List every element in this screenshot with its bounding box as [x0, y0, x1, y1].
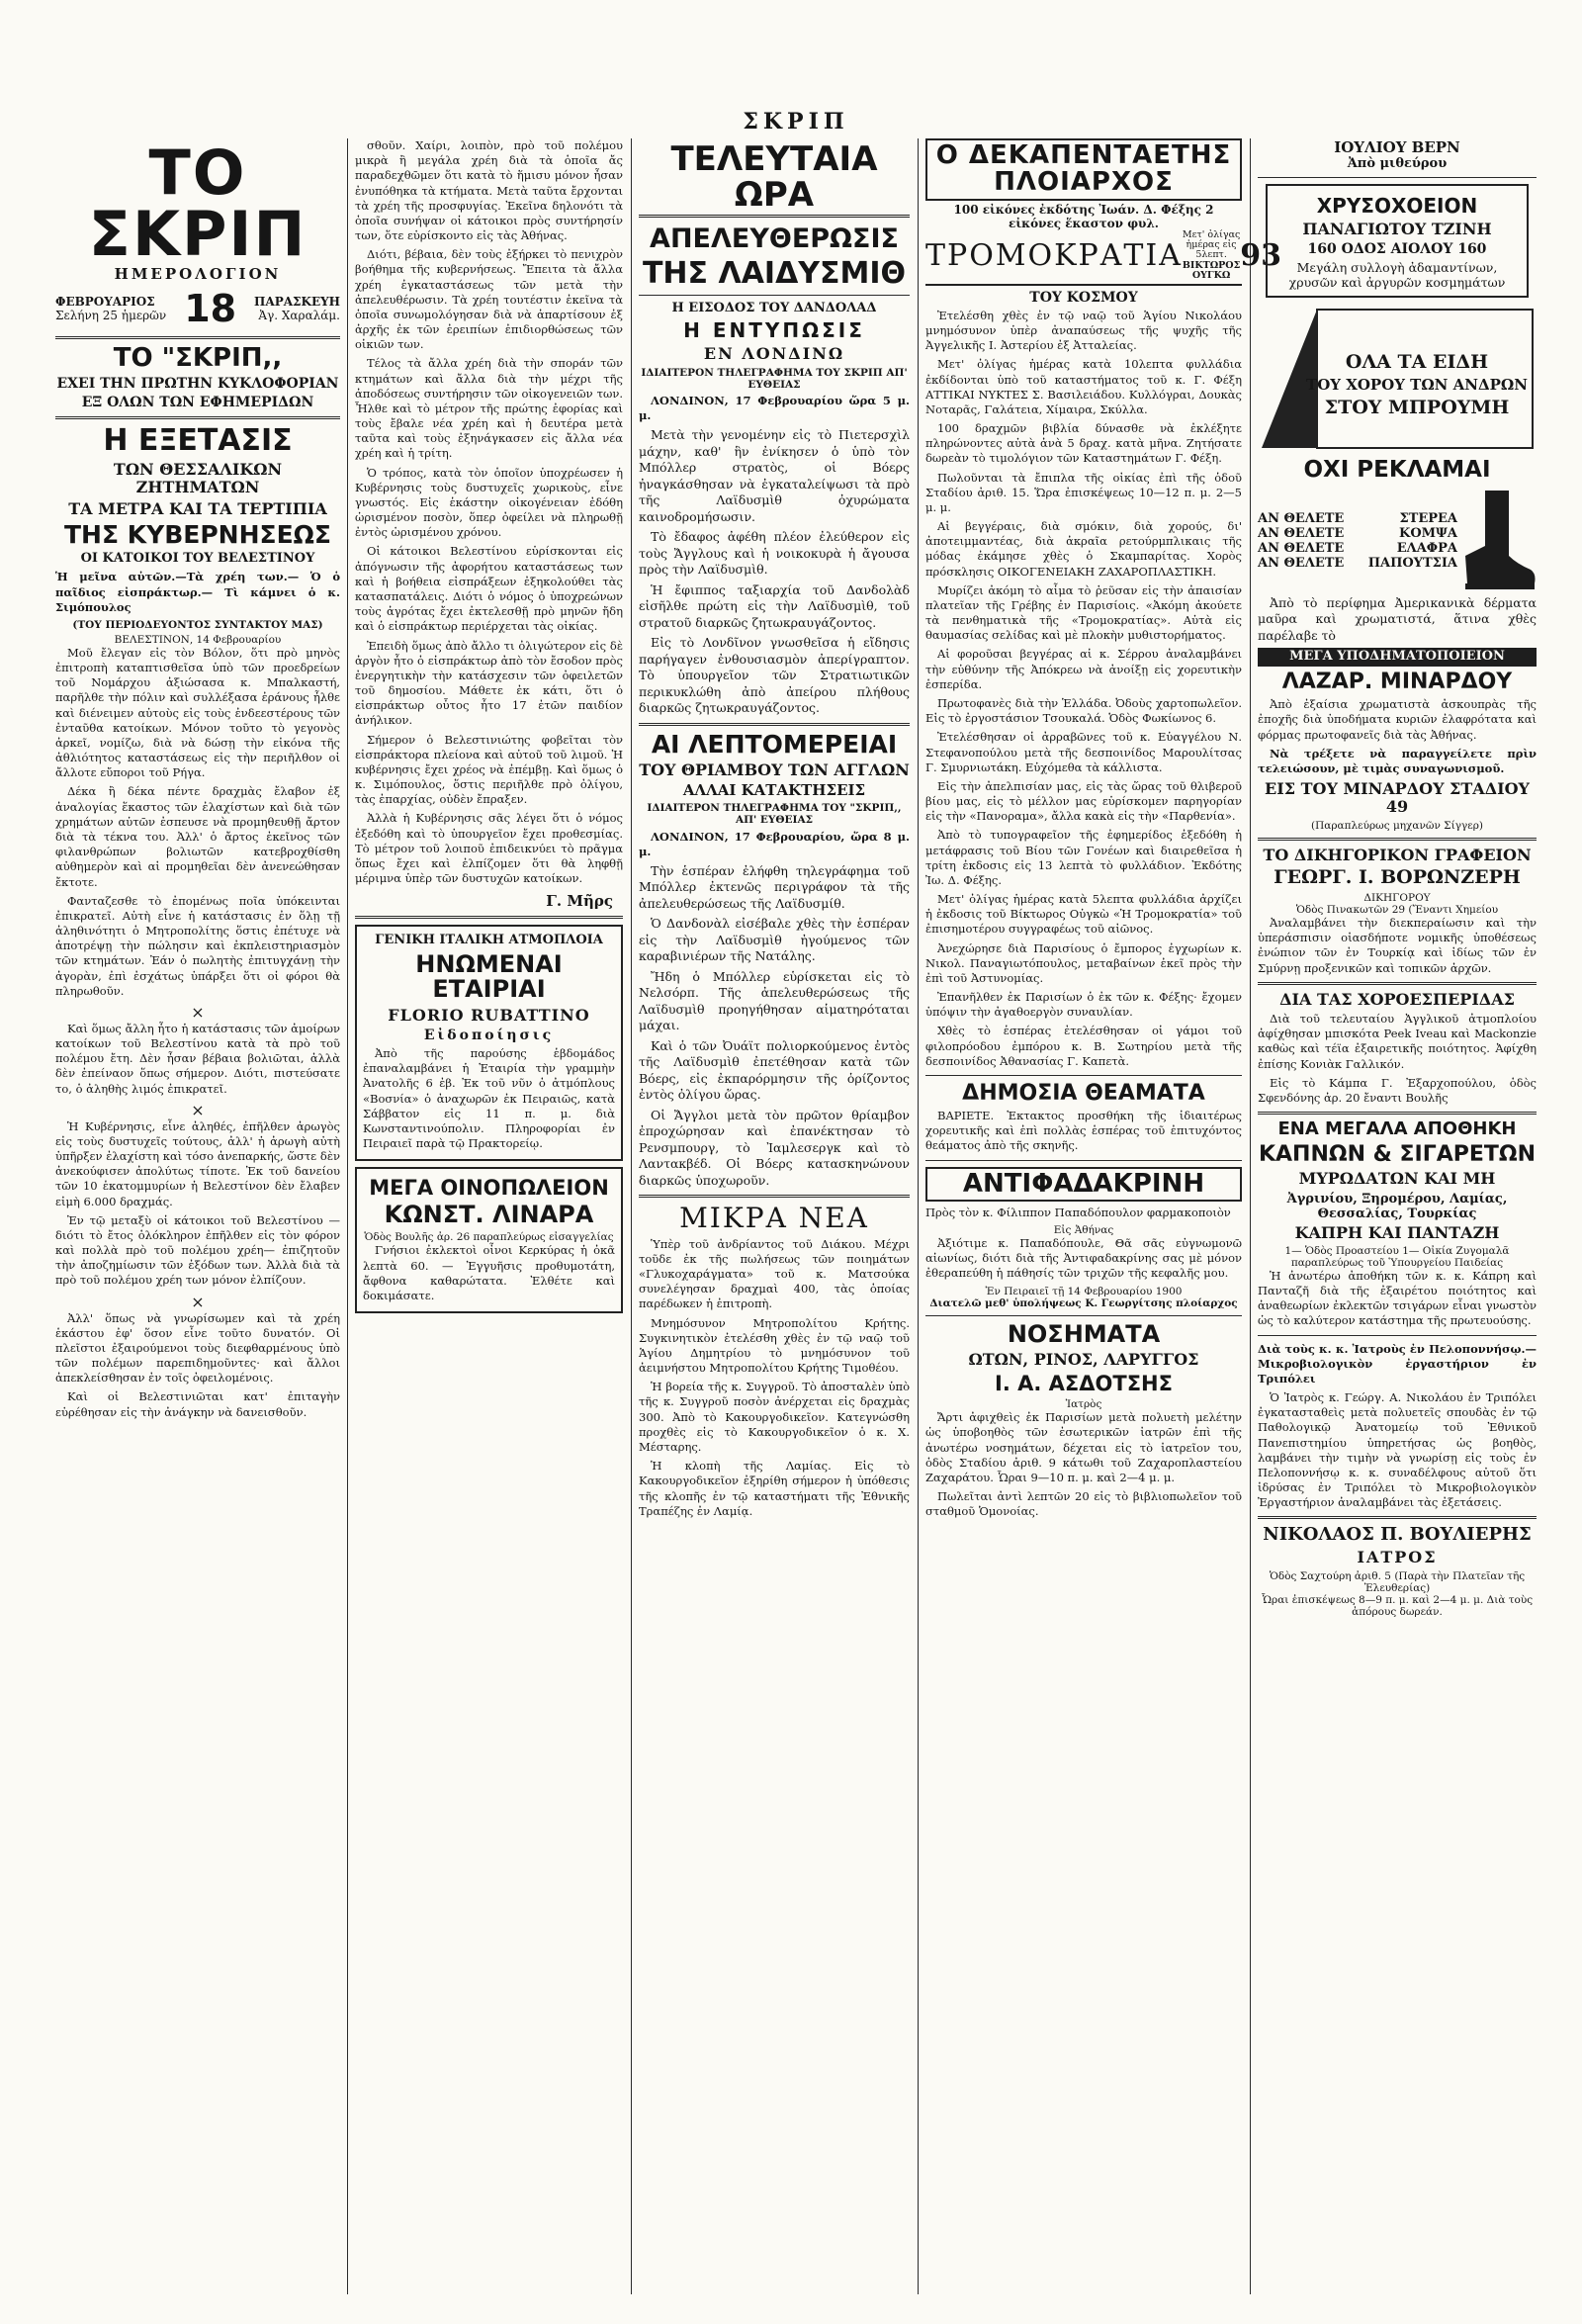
serial-title-bar [925, 228, 1282, 286]
advert-subtitle: ΩΤΩΝ, ΡΙΝΟΣ, ΛΑΡΥΓΓΟΣ [968, 1349, 1199, 1369]
advert-address: Εἰς τὸ Κάμπα Γ. Ἐξαρχοπούλου, ὁδὸς Σφενδόνης ἀρ. 20 ἔναντι Βουλῆς [1258, 1075, 1537, 1105]
article-paragraph: Καὶ ὁ τῶν Ὀυάϊτ πολιορκούμενος ἐντὸς τῆς Λαϊδυσμὶθ ἐπετέθησαν κατὰ τῶν Βόερς, εἰς ἐκπαρόρμησιν τῆς ὁρίζοντος ἐντὸς ὀλίγου ὥρας. [639, 1037, 910, 1103]
article-headline: ΤΩΝ ΘΕΣΣΑΛΙΚΩΝ ΖΗΤΗΜΑΤΩΝ [113, 459, 283, 497]
advert-title: ΜΕΓΑ ΟΙΝΟΠΩΛΕΙΟΝ [369, 1176, 609, 1201]
advert-address: 160 ΟΔΟΣ ΑΙΟΛΟΥ 160 [1307, 241, 1487, 258]
dance-wear-advert [1258, 304, 1537, 452]
boot-icon [1457, 487, 1537, 595]
advert-body: Ἡ ἀνωτέρω ἀποθήκη τῶν κ. κ. Κάπρη καὶ Πανταζῆ διὰ τῆς ἐξαιρέτου ποιότητος καὶ ἀναθεωρίων ἐκλεκτῶν τσιγάρων εἶναι γνωστὸν ὡς τὸ καλύτερον κατάστημα τῆς πρωτευούσης. [1258, 1268, 1537, 1328]
shoe-advert-row [1258, 556, 1457, 571]
section-mark: × [191, 1002, 205, 1022]
article-headline: ΤΑ ΜΕΤΡΑ ΚΑΙ ΤΑ ΤΕΡΤΙΠΙΑ [68, 498, 327, 518]
advert-title: ΓΕΝΙΚΗ ΙΤΑΛΙΚΗ ΑΤΜΟΠΛΟΙΑ [375, 933, 603, 948]
article-paragraph: Ὁ Δανδονὰλ εἰσέβαλε χθὲς τὴν ἑσπέραν εἰς τὴν Λαϊδυσμὶθ ἠγούμενος τῶν καραβινιέρων τῆς Νατάλης. [639, 916, 910, 964]
social-note: Χθὲς τὸ ἑσπέρας ἐτελέσθησαν οἱ γάμοι τοῦ φιλοπρόοδου ἐμπόρου κ. Β. Σωτηρίου μετὰ τῆς δεσποινίδος Ἀθανασίας Γ. Καπετὰ. [925, 1024, 1242, 1068]
article-paragraph: Ὁ τρόπος, κατὰ τὸν ὁποῖον ὑποχρέωσεν ἡ Κυβέρνησις τοὺς δυστυχεῖς χωρικοὺς, εἶνε γνωστός. Εἰς ἑκάστην οἰκογένειαν ἐδόθη ὡρισμένον ποσὸν, ὅπερ ὀφείλει νὰ πληρωθῇ ἐντὸς ὡρισμένου χρόνου. [355, 465, 623, 540]
advert-title: ΗΝΩΜΕΝΑΙ ΕΤΑΙΡΙΑΙ [415, 950, 563, 1004]
column-4 [920, 138, 1282, 2294]
row-left: ΑΝ ΘΕΛΕΤΕ [1258, 525, 1345, 541]
advert-hours: Ὧραι ἐπισκέψεως 8—9 π. μ. καὶ 2—4 μ. μ. Διὰ τοὺς ἀπόρους δωρεάν. [1261, 1593, 1534, 1618]
section-mark: × [191, 1100, 205, 1119]
advert-title: ΑΝΤΙΦΑΔΑΚΡΙΝΗ [925, 1167, 1242, 1202]
book-advert-title: ΙΟΥΛΙΟΥ ΒΕΡΝ [1334, 138, 1460, 156]
serial-banner-subtitle: 100 εἰκόνες ἐκδότης Ἰωάν. Δ. Φέξης 2 εἰκόνες ἕκαστον φυλ. [953, 202, 1214, 230]
advert-body: Νὰ τρέξετε νὰ παραγγείλετε πρὶν τελειώσουν, μὲ τιμὰς συναγωνισμοῦ. [1258, 746, 1537, 775]
article-paragraph: Μετὰ τὴν γενομένην εἰς τὸ Πιετερσχὶλ μάχην, καθ' ἣν ἐνίκησεν ὁ ὑπὸ τὸν Μπόλλερ στρατὸς, οἱ Βόερς ἠναγκάσθησαν νὰ ἐγκαταλείψωσι τὰ πρὸ τῆς Λαϊδυσμὶθ ὀχυρώματα καινοδρομήσωσιν. [639, 427, 910, 524]
article-paragraph: Εἰς τὸ Λονδῖνον γνωσθεῖσα ἡ εἴδησις παρήγαγεν ἐνθουσιασμὸν ἀπερίγραπτον. Τὸ ὑπουργεῖον τῶν Στρατιωτικῶν περικυκλώθη ἀπὸ ἀπείρου πλήθους διαρκῶς ζητωκραυγάζοντος. [639, 635, 910, 716]
article-paragraph: Ἡ Κυβέρνησις, εἶνε ἀληθές, ἐπῆλθεν ἀρωγὸς εἰς τοὺς δυστυχεῖς τούτους, ἀλλ' ἡ ἀρωγὴ αὐτὴ ὑπῆρξεν ἐλαχίστη καὶ τόσο ἀνεπαρκής, ὥστε δὲν ἀνεκούφισεν ἀπολύτως τίποτε. Ἐκ τοῦ δανείου τῶν 10 ἑκατομμυρίων ἡ Βελεστίνον δὲν ἔλαβεν εἰμὴ 6.000 δραχμάς. [55, 1118, 340, 1208]
row-left: ΑΝ ΘΕΛΕΤΕ [1258, 510, 1345, 526]
advert-body: Μεγάλη συλλογὴ ἀδαμαντίνων, χρυσῶν καὶ ἀργυρῶν κοσμημάτων [1288, 260, 1506, 291]
article-paragraph: Φανταζεσθε τὸ ἐπομένως ποῖα ὑπόκεινται ἐπικρατεῖ. Αὐτὴ εἶνε ἡ κατάστασις ἐν ὅλῃ τῇ ἀληθινότητι ὁ Μητροπολίτης ὅστις ἐπέτυχε νὰ ἀποτρέψῃ τὴν πώλησιν καὶ ἐκπλειστηριασμὸν τῶν κτημάτων. Ἐάν ὁ πωλητὴς ἐπιτυγχάνῃ τὴν ἀγορὰν, ἐπὶ ἐσχάτως ὑπάρξει ὅτι οἱ φόροι θὰ πληρωθοῦν. [55, 893, 340, 998]
social-note: Μετ' ὀλίγας ἡμέρας κατὰ 10λεπτα φυλλάδια ἐκδίδονται ὑπὸ τοῦ καταστήματος τοῦ κ. Γ. Φέξη ΑΤΤΙΚΑΙ ΝΥΚΤΕΣ Σ. Βασιλειάδου. Κυλλόγραι, Δουκὰς Νοταρᾶς, Γαλάτεια, Χίμαιρα, Σκύλλα. [925, 357, 1242, 416]
advert-body: Διὰ τοῦ τελευταίου Ἀγγλικοῦ ἀτμοπλοίου ἀφίχθησαν μπισκότα Peek Iveau καὶ Mackonzie καθὼς καὶ τέϊα ἐξαιρετικῆς ποιότητος. Ἀφίχθη ἐπίσης Κονιὰκ Γαλλικόν. [1258, 1012, 1537, 1071]
serial-author: ΒΙΚΤΩΡΟΣ ΟΥΓΚΩ [1182, 259, 1241, 282]
social-note: Μετ' ὀλίγας ἡμέρας κατὰ 5λεπτα φυλλάδια ἀρχίζει ἡ ἐκδοσις τοῦ Βίκτωρος Οὐγκὼ «Ἡ Τρομοκρατία» τοῦ ἐπισημοτέρου συγγραφέως τοῦ αἰῶνος. [925, 892, 1242, 937]
advert-subtitle: ΜΥΡΩΔΑΤΩΝ ΚΑΙ ΜΗ [1298, 1169, 1496, 1189]
article-subheadline: Η ΕΝΤΥΠΩΣΙΣ [683, 318, 865, 343]
advert-title: ΤΟΥ ΧΟΡΟΥ ΤΩΝ ΑΝΔΡΩΝ [1306, 376, 1528, 395]
article-paragraph: Ἤδη ὁ Μπόλλερ εὑρίσκεται εἰς τὸ Νελσόρπ. Τῆς ἀπελευθερώσεως τῆς Λαϊδυσμὶθ προηγήθησαν αἱματηρόταται μάχαι. [639, 968, 910, 1033]
row-right: ΚΟΜΨΑ [1399, 525, 1457, 541]
shoe-advert-row [1258, 526, 1457, 541]
article-paragraph: Ἀλλὰ ἡ Κυβέρνησις σᾶς λέγει ὅτι ὁ νόμος ἐξεδόθη καὶ τὸ ὑπουργεῖον ἔχει προθεσμίας. Τὸ μέτρον τοῦ λοιποῦ ἐπιδεικνύει τὸ πρᾶγμα ὅπως ἔχει καὶ ἐλπίζομεν ὅτι θὰ ληφθῇ μέριμνα ὑπὲρ τῶν δυστυχῶν κατοίκων. [355, 811, 623, 886]
advert-list: Ἀγρινίου, Ξηρομέρου, Λαμίας, Θεσσαλίας, Τουρκίας [1286, 1191, 1508, 1221]
advert-title: ΟΛΑ ΤΑ ΕΙΔΗ [1345, 351, 1489, 374]
column-rule [347, 138, 348, 2294]
article-paragraph: Τὴν ἑσπέραν ἐλήφθη τηλεγράφημα τοῦ Μπόλλερ ἐκτενῶς περιγράφον τὰ τῆς ἀπελευθερώσεως τῆς Λαϊδυσμίθ. [639, 862, 910, 911]
lawyer-name: ΓΕΩΡΓ. Ι. ΒΟΡΩΝΖΕΡΗ [1274, 866, 1521, 889]
article-paragraph: Ἐπειδὴ ὅμως ἀπὸ ἄλλο τι ὀλιγώτερον εἰς δὲ ἀργὸν ἦτο ὁ εἰσπράκτωρ ἀπὸ τὸν ἔσοδον πρὸς ἐνεργητικὴν τὴν κατάσχεσιν τῶν ὀφειλετῶν τοῦ δημοσίου. Μάθετε ἐκ κάτι, ὅτι ὁ εἰσπράκτωρ οὗτος ἦτο 17 ἐτῶν παιδίον ἀνήλικον. [355, 638, 623, 728]
jeweller-advert [1266, 184, 1529, 298]
advert-address: ΕΙΣ ΤΟΥ ΜΙΝΑΡΔΟΥ ΣΤΑΔΙΟΥ 49 [1265, 779, 1530, 817]
shoe-advert-rows [1258, 487, 1537, 595]
serial-title: ΤΡΟΜΟΚΡΑΤΙΑ [925, 238, 1183, 274]
article-subheadline: ΟΙ ΚΑΤΟΙΚΟΙ ΤΟΥ ΒΕΛΕΣΤΙΝΟΥ [80, 551, 315, 567]
newspaper-page [49, 109, 1542, 2299]
column-3 [633, 138, 916, 2294]
serial-release-note: Μετ' ὀλίγας ἡμέρας εἰς 5λεπτ. [1182, 228, 1241, 261]
advert-address: Ὁδὸς Βουλῆς ἀρ. 26 παραπλεύρως εἰσαγγελίας [364, 1231, 614, 1244]
masthead-name: ΣΚΡΙΠ [743, 109, 849, 134]
social-note: Πωλοῦνται τὰ ἔπιπλα τῆς οἰκίας ἐπὶ τῆς ὁδοῦ Σταδίου ἀριθ. 15. Ὥρα ἐπισκέψεως 10—12 π. μ. 2—5 μ. μ. [925, 470, 1242, 514]
moon-phase: Σελήνη 25 ἡμερῶν [55, 309, 167, 322]
article-headline: ΤΟΥ ΘΡΙΑΜΒΟΥ ΤΩΝ ΑΓΓΛΩΝ [639, 760, 910, 779]
telegram-source: ΙΔΙΑΙΤΕΡΟΝ ΤΗΛΕΓΡΑΦΗΜΑ ΤΟΥ "ΣΚΡΙΠ,, ΑΠ' ΕΥΘΕΙΑΣ [647, 802, 902, 827]
column-rule [1250, 138, 1251, 2294]
row-left: ΑΝ ΘΕΛΕΤΕ [1258, 555, 1345, 571]
serial-note [1183, 230, 1240, 282]
news-brief: Ἡ κλοπὴ τῆς Λαμίας. Εἰς τὸ Κακουργοδικεῖον ἐξηρίθη σήμερον ἡ ὑπόθεσις τῆς κλοπῆς ἐν τῷ καταστήματι τῆς Ἐθνικῆς Τραπέζης ἐν Λαμίᾳ. [639, 1459, 910, 1518]
latest-news-banner: ΤΕΛΕΥΤΑΙΑ ΩΡΑ [639, 142, 910, 218]
news-brief: Μνημόσυνον Μητροπολίτου Κρήτης. Συγκινητικὸν ἐτελέσθη χθὲς ἐν τῷ ναῷ τοῦ Ἁγίου Δημητρίου τὸ μνημόσυνον τοῦ ἀειμνήστου Μητροπολίτου Κρήτης Τιμοθέου. [639, 1315, 910, 1376]
social-note: Ἐπανῆλθεν ἐκ Παρισίων ὁ ἐκ τῶν κ. Φέξης· ἔχομεν ὑπόψιν τὴν ἀγαθοεργὸν συναυλίαν. [925, 990, 1242, 1020]
advert-notice: Εἰδοποίησις [423, 1027, 555, 1043]
day-number: 18 [184, 287, 237, 330]
article-paragraph: Καὶ ὅμως ἄλλη ἦτο ἡ κατάστασις τῶν ἀμοίρων κατοίκων τοῦ Βελεστίνου κατὰ τὰ πρὸ τοῦ πολέμου ἔτη. Δὲν ἦσαν βέβαια βολιῶται, ἀλλὰ δὲν ἐπείναον ὅπως σήμερον. Διότι, πιστεύσατε το, ὁ ἀληθὴς λιμός ἐπικρατεῖ. [55, 1021, 340, 1096]
article-byline: (ΤΟΥ ΠΕΡΙΟΔΕΥΟΝΤΟΣ ΣΥΝΤΑΚΤΟΥ ΜΑΣ) [72, 618, 323, 631]
shop-name: ΛΑΖΑΡ. ΜΙΝΑΡΔΟΥ [1281, 670, 1513, 695]
letter-recipient: Πρὸς τὸν κ. Φίλιππον Παπαδόπουλον φαρμακοποιὸν [925, 1205, 1231, 1219]
advert-address: Ὁδὸς Πινακωτῶν 29 (Ἔναντι Χημείου [1295, 904, 1499, 917]
article-paragraph: σθοῦν. Χαίρι, λοιπὸν, πρὸ τοῦ πολέμου μικρὰ ἢ μεγάλα χρέη διὰ τὰ ὁποῖα ἄς παραδεχθῶμεν ὅτι κατὰ τὸ ἥμισυ μόνον ἦσαν ἐνυπόθηκα τὰ κτήματα. Μετὰ ταῦτα ἔρχονται τὰ χρέη τῆς προσφυγίας. Ἐκεῖνα δηλονότι τὰ ὁποῖα συνήψαν οἱ κάτοικοι πρὸς συντήρησίν των, ὅτε εὑρίσκοντο εἰς τὰς Ἀθήνας. [355, 138, 623, 243]
advert-title: ΝΟΣΗΜΑΤΑ [1007, 1319, 1161, 1348]
advert-title: ΔΙΑ ΤΑΣ ΧΟΡΟΕΣΠΕΡΙΔΑΣ [1279, 989, 1515, 1009]
article-paragraph: Μοῦ ἔλεγαν εἰς τὸν Βόλον, ὅτι πρὸ μηνὸς ἐπιτροπὴ καταπτισθεῖσα ὑπὸ τῶν προεδρείων τοῦ Νομάρχου ἀξιώσασα κ. Μπαλκαστή, παρῆλθε τὴν πόλιν καὶ συλλέξασα ἐράνους ἦλθε καὶ διένειμεν αὐτοὺς εἰς τοὺς ἐνδεεστέρους τῶν ἐνταῦθα κατοίκων. Μόνον τοῦτο τὸ γεγονὸς ἀρκεῖ, νομίζω, διὰ νὰ δώσῃ τὴν εἰκόνα τῆς ἀθλιότητος καταστάσεως εἰς τὴν περιῆλθον οἱ ἄλλοτε εὔποροι τοῦ Ρήγα. [55, 645, 340, 780]
article-signature: Γ. Μῆρς [546, 892, 613, 911]
column-2 [349, 138, 629, 2294]
weekday: ΠΑΡΑΣΚΕΥΗ [254, 295, 340, 309]
advert-body: Ἀπὸ τῆς παρούσης ἑβδομάδος ἐπαναλαμβάνει ἡ Ἑταιρία τὴν γραμμὴν Ἀνατολῆς 6 ἐβ. Ἐκ τοῦ νῦν ὁ ἀτμόπλους «Βοσνία» ὁ ἀναχωρῶν ἐκ Πειραιῶς, κατὰ Σάββατον εἰς 11 π. μ. διὰ Κωνσταντινούπολιν. Πληροφορίαι ἐν Πειραιεῖ παρὰ τῷ Πρακτορείῳ. [363, 1046, 615, 1151]
advert-body: Ἄρτι ἀφιχθεὶς ἐκ Παρισίων μετὰ πολυετὴ μελέτην ὡς ὑποβοηθὸς τῶν ἐσωτερικῶν ἰατρῶν ἐπὶ τῆς ἀνωτέρω νοσημάτων, δέχεται εἰς τὸ ἰατρεῖον του, ὁδὸς Σταδίου ἀριθ. 9 κάτωθι τοῦ Ζαχαροπλαστείου Ζαχαράτου. Ὧραι 9—10 π. μ. καὶ 2—4 μ. μ. [925, 1410, 1242, 1484]
footer-note: Πωλεῖται ἀντὶ λεπτῶν 20 εἰς τὸ βιβλιοπωλεῖον τοῦ σταθμοῦ Ὁμονοίας. [925, 1489, 1242, 1519]
wine-shop-advert [355, 1167, 623, 1313]
social-note: 100 δραχμῶν βιβλία δύνασθε νὰ ἐκλέξητε πληρώνοντες αὐτὰ ἀνὰ 5 δραχ. κατὰ μῆνα. Ζητήσατε δωρεὰν τὸ τιμολόγιον τῶν Καταστημάτων Γ. Φέξη. [925, 421, 1242, 466]
article-paragraph: Ἀλλ' ὅπως νὰ γνωρίσωμεν καὶ τὰ χρέη ἑκάστου ἐφ' ὅσον εἶνε τοῦτο δυνατόν. Οἱ πλεῖστοι ἐξαιρούμενοι τοὺς διεφθαρμένους ὑπὸ τῶν πολέμων παρεπιδημοῦντες· καὶ ἄλλοι ἀπεκλείσθησαν ἐν τοῖς ὀφειλομένοις. [55, 1310, 340, 1385]
shoe-advert-row [1258, 511, 1457, 526]
article-headline: ΤΗΣ ΚΥΒΕΡΝΗΣΕΩΣ [63, 520, 332, 550]
row-right: ΠΑΠΟΥΤΣΙΑ [1367, 555, 1457, 571]
article-subheadline: ΑΛΛΑΙ ΚΑΤΑΚΤΗΣΕΙΣ [682, 781, 866, 800]
advert-name: ΠΑΝΑΓΙΩΤΟΥ ΤΖΙΝΗ [1302, 220, 1492, 238]
month: ΦΕΒΡΟΥΑΡΙΟΣ [55, 295, 155, 309]
social-note: Ἀνεχώρησε διὰ Παρισίους ὁ ἔμπορος ἐγχωρίων κ. Νικολ. Παναγιωτόπουλος, μεταβαίνων ἐκεῖ πρὸς τὴν ἐπὶ τοῦ Ἀστυνομίας. [925, 940, 1242, 985]
doctor-name: Ι. Α. ΑΣΔΟΤΣΗΣ [995, 1372, 1173, 1396]
article-subheadline: ΕΝ ΛΟΝΔΙΝΩ [703, 344, 845, 364]
article-subheadline: Η ΕΙΣΟΔΟΣ ΤΟΥ ΔΑΝΔΟΛΑΔ [671, 301, 877, 316]
article-paragraph: Σήμερον ὁ Βελεστινιώτης φοβεῖται τὸν εἰσπράκτορα πλείονα καὶ αὐτοῦ τοῦ λιμοῦ. Ἡ κυβέρνησις ἔχει χρέος νὰ ἐπέμβῃ. Καὶ ὅμως ὁ κ. Σιμόπουλος, ὅστις περιῆλθε πρὸ ὀλίγου, τὰς ἐπαρχίας, οὐδὲν ἔπραξεν. [355, 732, 623, 807]
article-paragraph: Οἱ κάτοικοι Βελεστίνου εὑρίσκονται εἰς ἀπόγνωσιν τῆς ἀφορήτου καταστάσεως των καὶ ἡ βοήθεια εἰσπράξεων ἐξηκολούθει τὰς κατασπατάλεις. Διότι ὁ νόμος ὁ ὑποχρεώνων τοὺς ἀγρότας ἔχει ἐκτελεσθῇ πρὸ μηνῶν ἤδη καὶ ὁ εἰσπράκτωρ περιέρχεται τὰς οἰκίας. [355, 544, 623, 634]
news-brief-headline: ΜΙΚΡΑ ΝΕΑ [679, 1202, 869, 1235]
social-note: Ἐτελέσθησαν οἱ ἀρραβῶνες τοῦ κ. Εὐαγγέλου Ν. Στεφανοπούλου μετὰ τῆς δεσποινίδος Μαρουλίτσας Γ. Σμυρνιωτάκη. Εὐχόμεθα τὰ κάλλιστα. [925, 730, 1242, 774]
circulation-claim-line: ΕΧΕΙ ΤΗΝ ΠΡΩΤΗΝ ΚΥΚΛΟΦΟΡΙΑΝ [56, 376, 339, 393]
advert-title: ΚΩΝΣΤ. ΛΙΝΑΡΑ [384, 1201, 594, 1229]
advert-title: ΧΡΥΣΟΧΟΕΙΟΝ [1316, 194, 1478, 218]
social-note: Αἱ φοροῦσαι βεγγέρας αἱ κ. Σέρρου ἀναλαμβάνει τὴν εὐθύνην τῆς Ἀπόκρεω νὰ ἀνοίξῃ εἰς χορευτικὴν ἑσπερίδα. [925, 647, 1242, 691]
row-left: ΑΝ ΘΕΛΕΤΕ [1258, 540, 1345, 556]
letter-body: Ἀξιότιμε κ. Παπαδόπουλε, Θᾶ σᾶς εὐγνωμονῶ αἰωνίως, διότι διὰ τῆς Ἀντιφαδακρίνης σας μὲ μόνον ἐθεραπεύθη ἡ πάθησίς τῶν τριχῶν τῆς κεφαλῆς μου. [925, 1236, 1242, 1281]
column-rule [631, 138, 632, 2294]
shipping-advert [355, 925, 623, 1161]
logo-subtitle: ΗΜΕΡΟΛΟΓΙΟΝ [114, 265, 282, 283]
advert-title: Διὰ τοὺς κ. κ. Ἰατροὺς ἐν Πελοποννήσῳ.— Μικροβιολογικὸν ἐργαστήριον ἐν Τριπόλει [1258, 1341, 1537, 1385]
article-paragraph: Δέκα ἢ δέκα πέντε δραχμὰς ἔλαβον ἐξ ἀναλογίας ἕκαστος τῶν ἐλαχίστων καὶ διὰ τῶν χρημάτων αὐτῶν ἐσπευσε νὰ προμηθευθῇ ἄρτον διὰ τὰ τέκνα του. Ἀλλ' ὁ ἄρτος ἐκεῖνος τῶν φιλανθρώπων βολιωτῶν κατεβροχθίσθη αὐθημερὸν καὶ αἱ προμηθεῖαι δὲν ἀνενεώθησαν ἔκτοτε. [55, 784, 340, 889]
advert-title: ΕΝΑ ΜΕΓΑΛΑ ΑΠΟΘΗΚΗ [1277, 1118, 1517, 1140]
serial-number: 93 [1240, 238, 1282, 274]
row-right: ΕΛΑΦΡΑ [1396, 540, 1457, 556]
article-paragraph: Ἡ ἔφιππος ταξιαρχία τοῦ Δανδολὰδ εἰσῆλθε πρώτη εἰς τὴν Λαϊδυσμὶθ, τοῦ στρατοῦ διαρκῶς ζητωκραυγάζοντος. [639, 581, 910, 630]
column-1 [49, 138, 346, 2294]
article-paragraph: Διότι, βέβαια, δὲν τοὺς ἐξήρκει τὸ πενιχρὸν βοήθημα τῆς κυβερνήσεως. Ἔπειτα τὰ ἄλλα χρέη ἐγκαταστάσεως τῶν μετὰ τὴν ἀπελευθέρωσιν. Τὰ χρέη τουτέστιν ἐκεῖνα τὰ ὁποῖα συνωμολόγησαν διὰ νὰ ἀπαρτίσουν ἐξ ἀρχῆς ἐκ τῶν ἐρειπίων ἐπιδιορθώσεως τῶν οἰκιῶν των. [355, 247, 623, 352]
saint-day: Ἀγ. Χαραλάμ. [258, 309, 340, 322]
advert-title: ΚΑΠΝΩΝ & ΣΙΓΑΡΕΤΩΝ [1258, 1142, 1537, 1168]
news-brief: Ἡ βορεία τῆς κ. Συγγροῦ. Τὸ ἀποσταλὲν ὑπὸ τῆς κ. Συγγροῦ ποσὸν ἀνέρχεται εἰς δραχμὰς 300. Ἀπὸ τὸ Κακουργοδικεῖον. Κατεγνώσθη προχθὲς εἰς τὸ Κακουργοδικεῖον ὁ κ. Χ. Μέσταρης. [639, 1380, 910, 1454]
letter-city: Εἰς Ἀθήνας [1053, 1224, 1114, 1237]
advert-address: Ὁδὸς Σαχτούρη ἀριθ. 5 (Παρὰ τὴν Πλατεῖαν τῆς Ἐλευθερίας) [1269, 1569, 1526, 1594]
article-paragraph: Οἱ Ἄγγλοι μετὰ τὸν πρῶτον θρίαμβον ἐπροχώρησαν καὶ ἐπανέκτησαν τὸ Ρενσμπουργ, τὸ Ἰαμλεσεργκ καὶ τὸ Λαντακβέδ. Οἱ Βόερς κατασκηνώνουν διαρκῶς ὑποχωροῦν. [639, 1107, 910, 1188]
advert-title: ΤΟ ΔΙΚΗΓΟΡΙΚΟΝ ΓΡΑΦΕΙΟΝ [1263, 845, 1532, 864]
advert-body: Ὁ Ἰατρὸς κ. Γεώργ. Α. Νικολάου ἐν Τριπόλει ἐγκατασταθεὶς μετὰ πολυετεῖς σπουδὰς ἐν τῷ Παθολογικῷ Ἀνατομείῳ τοῦ Ἐθνικοῦ Πανεπιστημίου ὑπηρετήσας ὡς βοηθὸς, λαμβάνει τὴν τιμὴν νὰ γνωρίσῃ εἰς τοὺς ἐν Πελοποννήσῳ κ. κ. συναδέλφους αὐτοῦ ὅτι ἱδρύσας ἐν Τριπόλει τὸ Μικροβιολογικὸν Ἐργαστήριον ἀναλαμβάνει τὰς ἐξετάσεις. [1258, 1390, 1537, 1510]
shoe-advert-row [1258, 541, 1457, 556]
advert-title: ΜΕΓΑ ΥΠΟΔΗΜΑΤΟΠΟΙΕΙΟΝ [1258, 648, 1537, 667]
doctor-name: ΝΙΚΟΛΑΟΣ Π. ΒΟΥΛΙΕΡΗΣ [1263, 1524, 1532, 1546]
article-dateline: ΒΕΛΕΣΤΙΝΟΝ, 14 Φεβρουαρίου [114, 633, 282, 646]
book-advert-subtitle: Ἀπὸ μιθεύρου [1347, 156, 1448, 171]
news-brief: Ὑπὲρ τοῦ ἀνδρίαντος τοῦ Διάκου. Μέχρι τοῦδε ἐκ τῆς πωλήσεως τῶν ποιημάτων «Γλυκοχαράγματα» τοῦ κ. Ματσούκα συνελέγησαν δραχμαὶ 400, τὰς ὁποίας παρέδωκεν ἡ ἐπιτροπὴ. [639, 1236, 910, 1311]
article-paragraph: Καὶ οἱ Βελεστινιῶται κατ' ἐπιταγὴν εὑρέθησαν εἰς τὴν ἀνάγκην νὰ δανεισθοῦν. [55, 1389, 340, 1419]
letter-signature: Διατελῶ μεθ' ὑπολήψεως Κ. Γεωργίτσης πλοίαρχος [929, 1296, 1238, 1309]
social-note: Πρωτοφανὲς διὰ τὴν Ἑλλάδα. Ὀδοὺς χαρτοπωλεῖον. Εἰς τὸ ἐργοστάσιον Τσουκαλά. Ὁδὸς Φωκίωνος 6. [925, 696, 1242, 726]
article-headline: ΤΗΣ ΛΑΙΔΥΣΜΙΘ [642, 255, 907, 291]
advert-body: Ἀπὸ ἐξαίσια χρωματιστὰ ἀσκουπρὰς τῆς ἐποχῆς διὰ ὑποδήματα κυριῶν ἐλαφρότατα καὶ φόρμας πρωτοφανεῖς διὰ τὰς Ἀθήνας. [1258, 697, 1537, 742]
advert-title: ΣΤΟΥ ΜΠΡΟΥΜΗ [1324, 396, 1510, 418]
article-headline: ΑΠΕΛΕΥΘΕΡΩΣΙΣ [650, 223, 899, 255]
column-5 [1252, 138, 1542, 2294]
theatre-notice: ΒΑΡΙΕΤΕ. Ἑκτακτος προσθήκη τῆς ἰδιαιτέρως χορευτικῆς καὶ ἐπὶ πολλὰς ἑσπέρας τοῦ ἐπιτυχόντος θεάματος ἀπὸ τῆς σκηνῆς. [925, 1109, 1242, 1153]
doctor-title: Ἰατρὸς [1065, 1398, 1102, 1411]
article-headline: ΑΙ ΛΕΠΤΟΜΕΡΕΙΑΙ [651, 729, 898, 759]
advert-body: Ἀναλαμβάνει τὴν διεκπεραίωσιν καὶ τὴν ὑπεράσπισιν οἱασδήποτε νομικῆς ὑποθέσεως ἐνώπιον τῶν ἐν Τουρκίᾳ καὶ ἰδίως τῶν ἐν Σμύρνῃ προξενικῶν καὶ τοπικῶν ἀρχῶν. [1258, 916, 1537, 975]
article-paragraph: Ἐν τῷ μεταξὺ οἱ κάτοικοι τοῦ Βελεστίνου —διότι τὸ ἔτος ὁλόκληρον ἐπῆλθεν εἰς τὸν φόρον καὶ πολλὰ πρὸ τοῦ πολέμου χρέη— ἐπιζητοῦν τὴν ἀποζημίωσιν τῶν ἐξόδων των. Ἀλλὰ διὰ τὰ πρὸ τοῦ πολέμου χρέη των μόνον ἐλπίζουν. [55, 1212, 340, 1288]
section-title: ΔΗΜΟΣΙΑ ΘΕΑΜΑΤΑ [962, 1080, 1205, 1106]
section-title: ΤΟΥ ΚΟΣΜΟΥ [1029, 289, 1138, 306]
advert-company: FLORIO RUBATTINO [388, 1005, 590, 1025]
section-mark: × [191, 1292, 205, 1311]
advert-body: Ἀπὸ τὸ περίφημα Ἀμερικανικὰ δέρματα μαῦρα καὶ χρωματιστά, ἅτινα χθὲς παρέλαβε τὸ [1258, 594, 1537, 643]
article-dateline: ΛΟΝΔΙΝΟΝ, 17 Φεβρουαρίου, ὥρα 8 μ. μ. [639, 829, 910, 858]
social-note: Μυρίζει ἀκόμη τὸ αἷμα τὸ ῥεῦσαν εἰς τὴν ἀπαισίαν πλατεῖαν τῆς Γρέβης ἐν Παρισίοις. «Ἀκόμη ἀκούετε τὰ πενθηματικὰ τῆς «Τρομοκρατίας». Αὐτὰ εἰς θαυμασίας σελίδας καὶ μὲ πλοκὴν μυθιστορήματος. [925, 582, 1242, 643]
advert-body: Γνήσιοι ἐκλεκτοὶ οἶνοι Κερκύρας ἡ ὀκᾶ λεπτὰ 60. — Ἐγγυῆσις προθυμοτάτη, ἄφθονα καθαρώτατα. Ἐλθέτε καὶ δοκιμάσατε. [363, 1243, 615, 1302]
social-note: Εἰς τὴν ἀπελπισίαν μας, εἰς τὰς ὥρας τοῦ θλιβεροῦ βίου μας, εἰς τὸ μέλλον μας εὑρίσκομεν παρηγορίαν εἰς τὴν «Πανοραμα», ἄλλα κακὰ εἰς τὴν «Παρθενία». [925, 778, 1242, 824]
telegram-source: ΙΔΙΑΙΤΕΡΟΝ ΤΗΛΕΓΡΑΦΗΜΑ ΤΟΥ ΣΚΡΙΠ ΑΠ' ΕΥΘΕΙΑΣ [641, 366, 908, 391]
article-dateline: ΛΟΝΔΙΝΟΝ, 17 Φεβρουαρίου ὥρα 5 μ. μ. [639, 393, 910, 422]
article-paragraph: Τὸ ἔδαφος ἀφέθη πλέον ἐλεύθερον εἰς τοὺς Ἄγγλους καὶ ἡ νοικοκυρὰ ἡ ἄγουσα πρὸς τὴν Λαϊδυσμὶθ. [639, 529, 910, 578]
social-note: Ἐτελέσθη χθὲς ἐν τῷ ναῷ τοῦ Ἁγίου Νικολάου μνημόσυνον ὑπὲρ ἀναπαύσεως τῆς ψυχῆς τῆς Ἀγγελικῆς Ι. Ἀστερίου ἐξ Ἀτταλείας. [925, 308, 1242, 353]
social-note: Αἱ βεγγέραις, διὰ σμόκιν, διὰ χορούς, δι' ἀποτειμμαντέας, διὰ ἀκραῖα ρετούρμπλικαις τῆς μόδας ἐκάμησε χθὲς ὁ Σκαμπαρίτας. Χορὸς πρόσκλησις ΟΙΚΟΓΕΝΕΙΑΚΗ ΖΑΧΑΡΟΠΛΑΣΤΙΚΗ. [925, 519, 1242, 579]
row-right: ΣΤΕΡΕΑ [1399, 510, 1457, 526]
advert-note: (Παραπλεύρως μηχανῶν Σίγγερ) [1311, 819, 1483, 832]
column-rule [918, 138, 919, 2294]
social-note: Ἀπὸ τὸ τυπογραφεῖον τῆς ἐφημερίδος ἐξεδόθη ἡ μετάφρασις τοῦ Βίου τῶν Γονέων καὶ διαιρεθεῖσα ἡ τρίτη ἐκδοσις εἰς 13 λεπτὰ τὸ φυλλάδιον. Ἐκδότης Ἰω. Δ. Φέξης. [925, 828, 1242, 887]
letter-place-date: Ἐν Πειραιεῖ τῇ 14 Φεβρουαρίου 1900 [985, 1285, 1183, 1297]
article-summary: Ἡ μεῖνα αὐτῶν.—Τὰ χρέη των.— Ὁ ὁ παῖδιος εἰσπράκτωρ.— Τὶ κάμνει ὁ κ. Σιμόπουλος [55, 570, 340, 614]
article-headline: Η ΕΞΕΤΑΣΙΣ [103, 423, 293, 459]
advert-address: 1— Ὁδὸς Προαστείου 1— Οἰκία Ζυγομαλᾶ παραπλεύρως τοῦ Ὑπουργείου Παιδείας [1284, 1244, 1510, 1269]
serial-banner: Ο ΔΕΚΑΠΕΝΤΑΕΤΗΣ ΠΛΟΙΑΡΧΟΣ [925, 138, 1242, 201]
circulation-claim-line: ΕΞ ΟΛΩΝ ΤΩΝ ΕΦΗΜΕΡΙΔΩΝ [81, 395, 314, 411]
lawyer-title: ΔΙΚΗΓΟΡΟΥ [1363, 892, 1431, 905]
shop-name: ΚΑΠΡΗ ΚΑΙ ΠΑΝΤΑΖΗ [1294, 1222, 1500, 1242]
date-bar [55, 287, 340, 330]
shoe-advert-title: ΟΧΙ ΡΕΚΛΑΜΑΙ [1303, 457, 1491, 484]
doctor-title: ΙΑΤΡΟΣ [1357, 1548, 1438, 1567]
article-paragraph: Τέλος τὰ ἄλλα χρέη διὰ τὴν σποράν τῶν κτημάτων καὶ ἄλλα διὰ τὴν μέχρι τῆς ἀποδόσεως συντήρησιν τῶν οἰκογενειῶν των. Ἦλθε καὶ τὸ μέτρον τῆς πρώτης ἐφορίας καὶ τοὺς ἔβαλε νέα χρέη καὶ ἡ δευτέρα μετὰ ταῦτα καὶ τοὺς ἐξηνάγκασεν εἰς ἄλλα νέα χρέη καὶ ἡ τρίτη. [355, 356, 623, 461]
newspaper-logo: ΤΟ ΣΚΡΙΠ [88, 136, 308, 270]
circulation-claim-title: ΤΟ "ΣΚΡΙΠ,, [113, 343, 283, 373]
